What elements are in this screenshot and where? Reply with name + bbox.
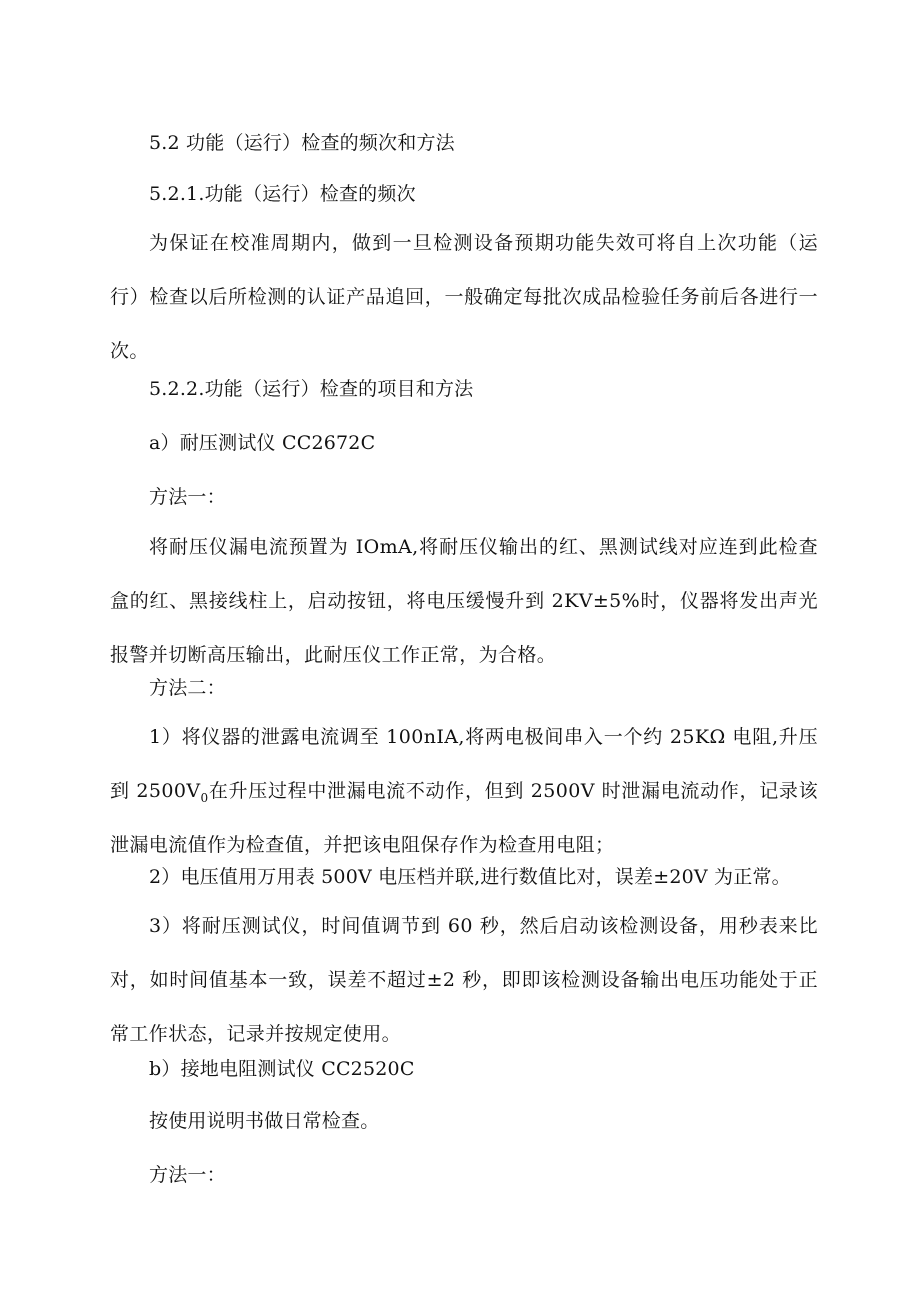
paragraph-frequency: 为保证在校准周期内，做到一旦检测设备预期功能失效可将自上次功能（运行）检查以后所检测的认证产品追回，一般确定每批次成品检验任务前后各进行一次。 (110, 232, 818, 362)
step-1-subscript: 0 (200, 790, 209, 805)
paragraph-method-two-step-1 (110, 710, 818, 872)
paragraph-method-one: 将耐压仪漏电流预置为 IOmA,将耐压仪输出的红、黑测试线对应连到此检查盒的红、黑接线柱上，启动按钮，将电压缓慢升到 2KV±5%时，仪器将发出声光报警并切断高压输出，此耐压仪工作正常，为合格。 (110, 536, 818, 666)
method-one-label-b: 方法一： (149, 1164, 226, 1186)
paragraph-item-b: 按使用说明书做日常检查。 (149, 1110, 380, 1132)
method-two-label: 方法二： (149, 677, 226, 699)
section-heading-5-2: 5.2 功能（运行）检查的频次和方法 (149, 132, 455, 154)
item-b-heading: b）接地电阻测试仪 CC2520C (149, 1058, 415, 1080)
item-a-heading: a）耐压测试仪 CC2672C (149, 432, 376, 454)
paragraph-method-two-step-2: 2）电压值用万用表 500V 电压档并联,进行数值比对，误差±20V 为正常。 (149, 866, 791, 888)
subsection-heading-5-2-1: 5.2.1.功能（运行）检查的频次 (149, 183, 416, 205)
subsection-heading-5-2-2: 5.2.2.功能（运行）检查的项目和方法 (149, 378, 474, 400)
paragraph-method-two-step-3: 3）将耐压测试仪，时间值调节到 60 秒，然后启动该检测设备，用秒表来比对，如时间值基本一致，误差不超过±2 秒，即即该检测设备输出电压功能处于正常工作状态，记录并按规定使用。 (110, 915, 818, 1045)
step-1-text-b: 在升压过程中泄漏电流不动作，但到 2500V 时泄漏电流动作，记录该泄漏电流值作为检查值，并把该电阻保存作为检查用电阻； (110, 780, 818, 856)
step-1-text-a: 1）将仪器的泄露电流调至 100nIA,将两电极间串入一个约 25KΩ 电阻,升压到 2500V (110, 726, 818, 802)
method-one-label: 方法一： (149, 486, 226, 508)
